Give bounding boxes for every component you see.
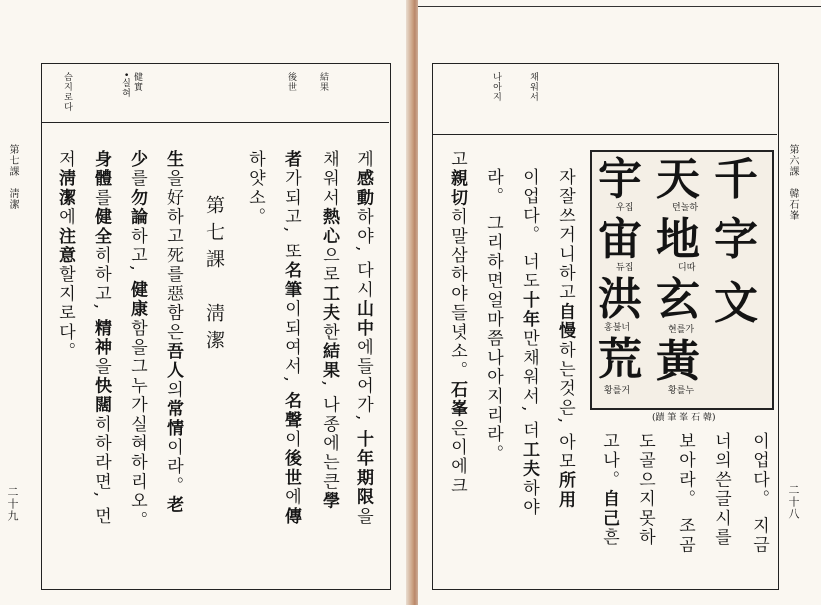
left-note-3: 健實 (132, 72, 142, 92)
gloss-8: 황를거 (604, 386, 631, 396)
left-page-number: 二十九 (6, 486, 19, 522)
calligraphy-char-4: 天 (656, 154, 700, 205)
calligraphy-char-10: 洪 (598, 274, 642, 325)
left-note-5: 슴지로다 (62, 72, 72, 112)
calligraphy-char-8: 宇 (598, 154, 642, 205)
right-col-a: 고親切히말삼하야들녓소。石峯은이에크 (447, 150, 467, 496)
left-note-1: 結果 (318, 72, 328, 92)
right-col-f: 도골으지못하 (635, 432, 655, 548)
top-edge-line (418, 6, 821, 7)
calligraphy-char-11: 荒 (598, 334, 642, 385)
gloss-6: 듀집 (616, 263, 634, 273)
left-col-4: 하얏소。 (245, 150, 265, 227)
gloss-2: 디따 (678, 263, 696, 273)
left-running-head: 第七課 淸潔 (7, 144, 18, 210)
gloss-5: 우집 (616, 203, 634, 213)
plate-caption: (蹟 筆 峯 石 韓) (652, 413, 716, 423)
right-running-head: 第六課 韓石峯 (787, 144, 798, 221)
right-note-2: 나아지 (491, 72, 501, 102)
calligraphy-char-5: 地 (656, 214, 700, 265)
right-note-1: 채워서 (528, 72, 538, 102)
calligraphy-char-9: 宙 (598, 214, 642, 265)
gloss-1: 텬놀하 (672, 203, 699, 213)
right-col-h: 너의쓴글시를 (711, 432, 731, 548)
gloss-7: 홍불너 (604, 323, 631, 333)
calligraphy-char-2: 字 (714, 214, 758, 265)
calligraphy-char-1: 千 (714, 154, 758, 205)
left-col-1: 게感動하야, 다시山中에들어가, 十年期限을 (353, 150, 373, 527)
left-col-6: 少를勿論하고, 健康함을그누가실혀하리오。 (127, 150, 147, 531)
right-col-b: 라。 그리하면얼마쯤나아지리라。 (483, 168, 503, 464)
left-col-8: 저淸潔에注意할지로다。 (55, 150, 75, 362)
left-note-4: •실혀 (120, 72, 130, 99)
right-page-number: 二十八 (787, 484, 800, 520)
gloss-3: 현를가 (668, 325, 695, 335)
left-col-7: 身體를健全히하고, 精神을快闊히하라면, 먼 (91, 150, 111, 527)
left-col-2: 채워서熱心으로工夫한結果, 나종에는큰學 (319, 150, 339, 511)
gloss-4: 황를누 (668, 386, 695, 396)
right-notes-rule (433, 134, 777, 135)
calligraphy-char-3: 文 (714, 278, 758, 329)
right-col-g: 보아라。 조곰 (675, 432, 695, 555)
right-col-i: 이업다。 지금 (749, 432, 769, 555)
calligraphy-char-6: 玄 (656, 274, 700, 325)
left-col-3: 者가되고, 또名筆이되여서, 名聲이後世에傳 (281, 150, 301, 527)
left-note-2: 後世 (286, 72, 296, 92)
calligraphy-char-7: 黃 (656, 336, 700, 387)
left-notes-rule (42, 122, 389, 123)
left-lesson-title: 第七課 淸潔 (203, 195, 225, 357)
right-col-c: 이업다。 너도十年만채워서, 더工夫하야 (519, 168, 539, 518)
right-col-d: 자잘쓰거니하고自慢하는것은, 아모所用 (555, 168, 575, 510)
left-col-5: 生을好하고死를惡함은吾人의常情이라。老 (163, 150, 183, 515)
right-col-e: 고나。自己흔 (599, 432, 619, 548)
